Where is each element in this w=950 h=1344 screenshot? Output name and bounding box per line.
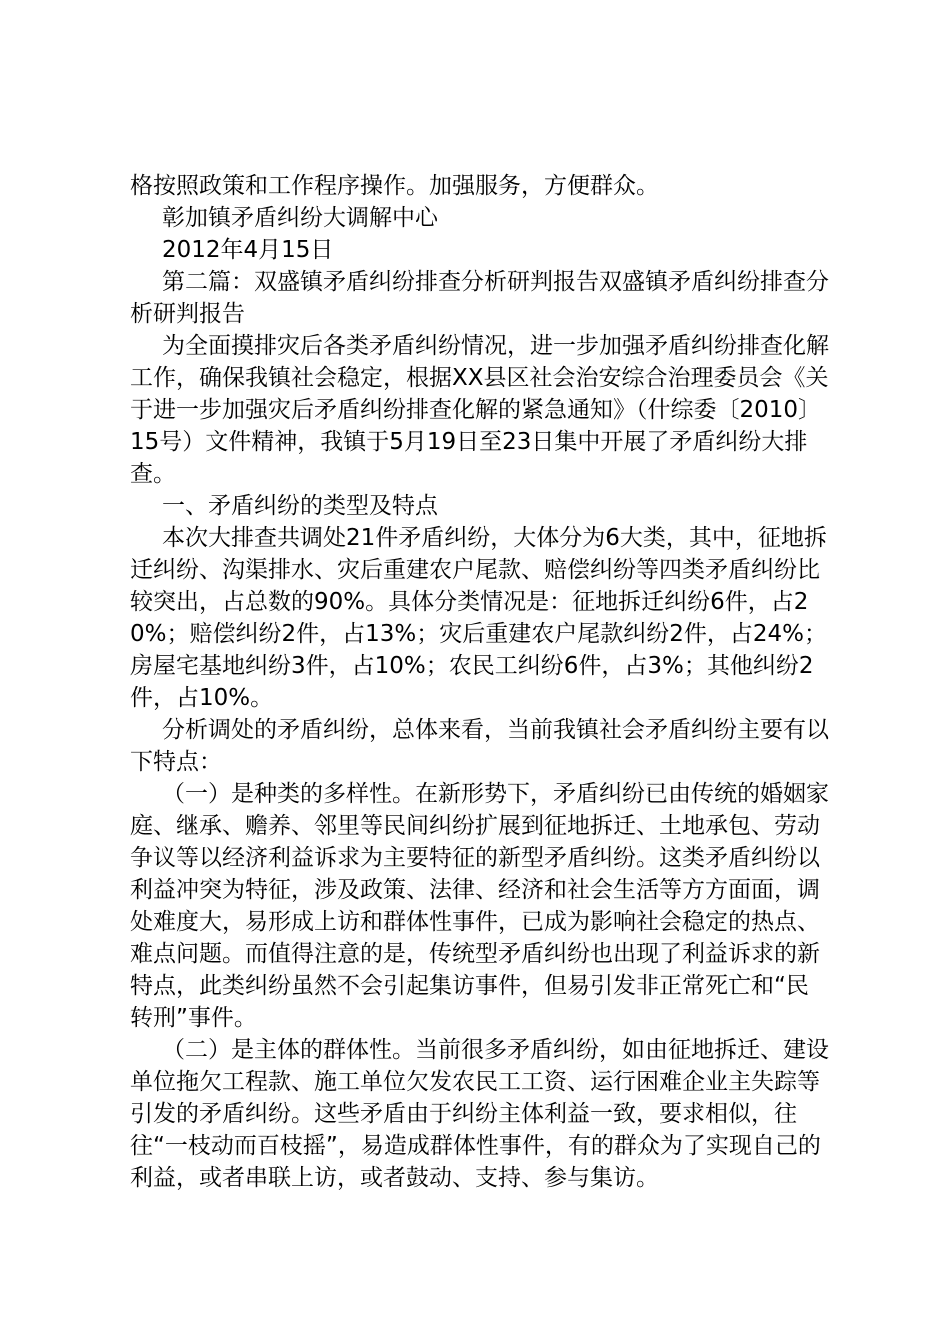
heading-types-features: 一、矛盾纠纷的类型及特点 — [162, 493, 438, 519]
paragraph-continuation: 格按照政策和工作程序操作。加强服务，方便群众。 — [130, 173, 659, 199]
document-body — [130, 170, 830, 1194]
paragraph-feature-2: （二）是主体的群体性。当前很多矛盾纠纷，如由征地拆迁、建设单位拖欠工程款、施工单位欠发农民工工资、运行困难企业主失踪等引发的矛盾纠纷。这些矛盾由于纠纷主体利益一致，要求相似，往往“一枝动而百枝摇”，易造成群体性事件，有的群众为了实现自己的利益，或者串联上访，或者鼓动、支持、参与集访。 — [130, 1037, 829, 1191]
section-title: 第二篇：双盛镇矛盾纠纷排查分析研判报告双盛镇矛盾纠纷排查分析研判报告 — [130, 269, 829, 327]
paragraph-intro: 为全面摸排灾后各类矛盾纠纷情况，进一步加强矛盾纠纷排查化解工作，确保我镇社会稳定，根据XX县区社会治安综合治理委员会《关于进一步加强灾后矛盾纠纷排查化解的紧急通知》（什综委〔2010〕15号）文件精神，我镇于5月19日至23日集中开展了矛盾纠纷大排查。 — [130, 333, 829, 487]
signature-date: 2012年4月15日 — [162, 237, 334, 263]
paragraph-feature-1: （一）是种类的多样性。在新形势下，矛盾纠纷已由传统的婚姻家庭、继承、赡养、邻里等民间纠纷扩展到征地拆迁、土地承包、劳动争议等以经济利益诉求为主要特征的新型矛盾纠纷。这类矛盾纠纷以利益冲突为特征，涉及政策、法律、经济和社会生活等方方面面，调处难度大，易形成上访和群体性事件，已成为影响社会稳定的热点、难点问题。而值得注意的是，传统型矛盾纠纷也出现了利益诉求的新特点，此类纠纷虽然不会引起集访事件，但易引发非正常死亡和“民转刑”事件。 — [130, 781, 829, 1031]
signature-organization: 彰加镇矛盾纠纷大调解中心 — [162, 205, 438, 231]
paragraph-statistics: 本次大排查共调处21件矛盾纠纷，大体分为6大类，其中，征地拆迁纠纷、沟渠排水、灾后重建农户尾款、赔偿纠纷等四类矛盾纠纷比较突出，占总数的90%。具体分类情况是：征地拆迁纠纷6件，占20%；赔偿纠纷2件，占13%；灾后重建农户尾款纠纷2件，占24%；房屋宅基地纠纷3件，占10%；农民工纠纷6件，占3%；其他纠纷2件，占10%。 — [130, 525, 827, 711]
paragraph-analysis: 分析调处的矛盾纠纷，总体来看，当前我镇社会矛盾纠纷主要有以下特点： — [130, 717, 829, 775]
